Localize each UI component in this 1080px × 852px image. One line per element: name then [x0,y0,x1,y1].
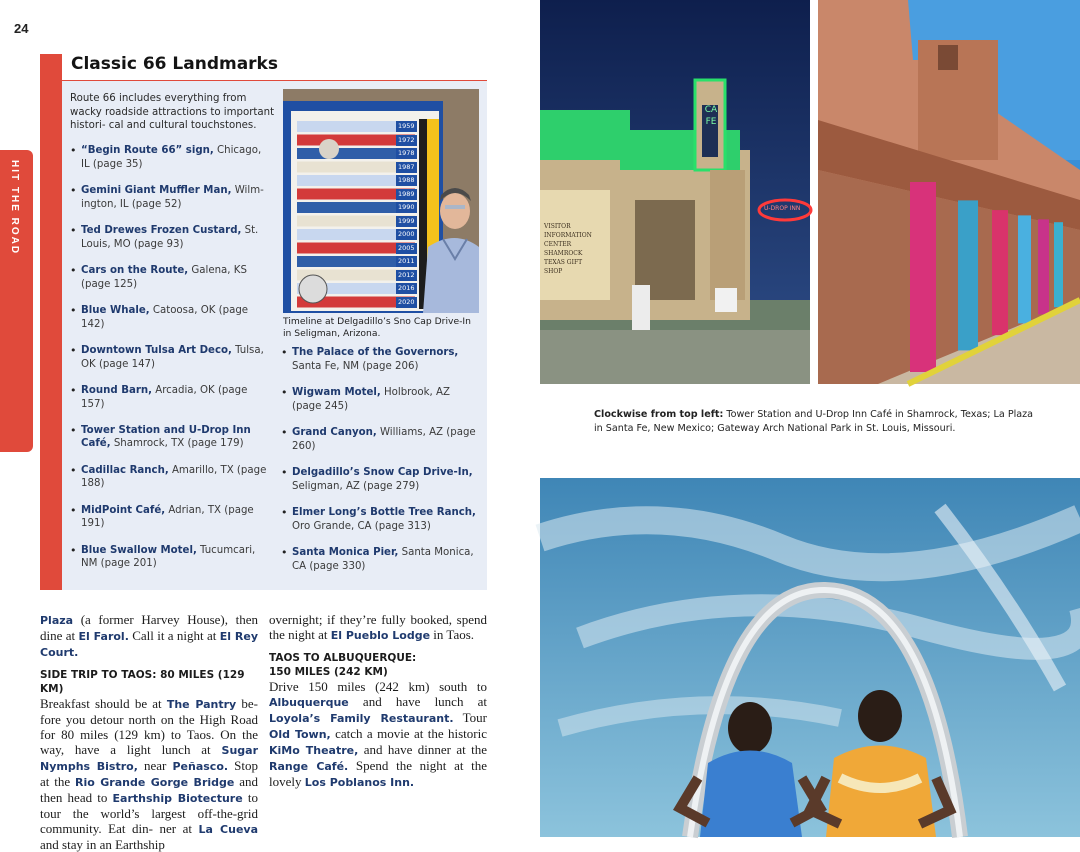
landmark-detail: Chicago, IL (page 35) [81,145,262,170]
right-paragraph-2 [269,679,487,790]
landmark-name: Cars on the Route, [81,264,189,276]
timeline-photo-art [283,89,479,313]
timeline-photo [283,89,479,313]
landmark-detail: St. Louis, MO (page 93) [81,224,259,250]
section-heading-albuquerque [269,651,487,679]
place-keyword: Range Café. [269,760,349,773]
place-keyword: Albuquerque [269,696,349,709]
timeline-year: 1987 [398,162,415,171]
section-tab [0,150,33,452]
landmark-detail: Seligman, AZ (page 279) [292,480,420,492]
body-text: overnight; if they’re fully booked, spend the night at [269,612,487,642]
landmark-name: Wigwam Motel, [292,386,381,398]
landmark-list-right [281,346,481,586]
landmark-detail: Galena, KS (page 125) [81,264,247,290]
body-text: in Taos. [430,627,475,642]
landmark-item [70,144,270,171]
body-text: and then head to [40,774,259,805]
place-keyword: Old Town, [269,728,331,741]
page-number: 24 [14,21,29,36]
landmark-item [70,344,270,371]
body-text: and have lunch at [348,694,487,709]
sidebar-accent-bar [40,54,62,590]
place-keyword: The Pantry [166,698,237,711]
landmark-detail: Tulsa, OK (page 147) [81,344,264,370]
gateway-arch-photo [540,478,1080,837]
landmark-detail: Adrian, TX (page 191) [81,504,254,530]
landmark-detail: Williams, AZ (page 260) [292,426,476,452]
body-text: Breakfast should be at [40,696,167,711]
cafe-sign-text: CAFE [704,105,718,127]
landmark-detail: Shamrock, TX (page 179) [110,438,244,450]
landmark-item [70,304,270,331]
place-keyword: El Farol. [78,630,129,643]
heading-line-2: 150 MILES (242 KM) [269,666,388,678]
gateway-arch-art [540,478,1080,837]
body-text: catch a movie at the historic [330,726,487,741]
landmark-item [281,386,481,413]
body-text: and have dinner at the [358,742,487,757]
landmark-name: “Begin Route 66” sign, [81,145,214,156]
sidebar-header [62,54,487,81]
place-keyword: Los Poblanos Inn. [304,776,415,789]
cafe-neon-text: U-DROP INN [764,205,801,212]
landmark-name: Blue Whale, [81,304,150,316]
place-keyword: Peñasco. [172,760,229,773]
landmark-detail: Santa Monica, CA (page 330) [292,546,474,572]
photo-caption [594,408,1044,436]
timeline-year: 2016 [398,284,415,292]
visitor-window-text: VISITOR INFORMATION CENTER SHAMROCK TEXAS GIFT SHOP [544,223,592,275]
painted-column [992,210,1008,335]
landmark-item [70,544,270,571]
landmark-list-left [70,144,270,584]
left-paragraph-2 [40,696,258,852]
landmark-item [70,504,270,531]
place-keyword: Loyola’s Family Restaurant. [269,712,454,725]
photo-caption-lead: Clockwise from top left: [594,409,724,420]
place-keyword: El Rey Court. [40,630,259,659]
body-text: near [137,758,173,773]
landmark-item [70,184,270,211]
body-column-left [40,612,258,852]
left-paragraph-1 [40,612,258,660]
landmark-item [70,424,270,451]
body-column-right [269,612,487,790]
body-text: be- fore you detour north on the High Road for 80 miles (129 km) to Taos. On the way, have a light lunch at [40,696,259,757]
timeline-year: 1999 [398,216,415,225]
timeline-year: 2000 [398,230,415,238]
timeline-year: 2012 [398,270,415,279]
place-keyword: Rio Grande Gorge Bridge [75,776,235,789]
body-text: Tour [453,710,487,725]
landmark-detail: Holbrook, AZ (page 245) [292,386,450,412]
place-keyword: La Cueva [198,823,258,836]
timeline-year: 1972 [398,135,415,144]
la-plaza-photo [818,0,1080,384]
body-text: Stop at the [40,758,259,789]
landmark-item [281,546,481,573]
body-text: (a former Harvey House), then dine at [40,612,258,643]
landmark-detail: Catoosa, OK (page 142) [81,304,249,330]
landmark-detail: Santa Fe, NM (page 206) [292,360,419,372]
landmark-item [70,464,270,491]
place-keyword: El Pueblo Lodge [330,629,431,642]
landmark-name: Cadillac Ranch, [81,464,169,476]
landmark-detail: Wilm- ington, IL (page 52) [81,184,264,210]
body-text: Spend the night at the lovely [269,758,488,789]
timeline-year: 1959 [398,122,415,130]
landmark-name: Round Barn, [81,384,152,396]
landmark-name: Santa Monica Pier, [292,546,399,558]
body-text: Drive 150 miles (242 km) south to [269,679,487,694]
landmark-item [281,346,481,373]
landmark-item [70,224,270,251]
section-heading-taos: SIDE TRIP TO TAOS: 80 MILES (129 KM) [40,669,245,695]
body-text: and stay in an Earthship [40,837,165,852]
landmark-item [281,466,481,493]
timeline-caption: Timeline at Delgadillo’s Sno Cap Drive-In in Seligman, Arizona. [283,316,471,339]
landmark-name: Gemini Giant Muffler Man, [81,184,232,196]
sidebar-title: Classic 66 Landmarks [71,54,278,74]
landmark-name: Downtown Tulsa Art Deco, [81,344,232,356]
photo-caption-text: Tower Station and U-Drop Inn Café in Shamrock, Texas; La Plaza in Santa Fe, New Mexico; Gateway Arch National Park in St. Louis, Missouri. [594,409,1034,434]
landmark-detail: Amarillo, TX (page 188) [81,464,267,490]
landmark-name: Blue Swallow Motel, [81,544,197,556]
la-plaza-art [818,0,1080,384]
timeline-year: 1988 [398,176,415,184]
landmark-name: Delgadillo’s Snow Cap Drive-In, [292,466,473,478]
tower-station-photo [540,0,810,384]
body-text: to tour the world’s largest off-the-grid community. Eat din- ner at [40,790,258,836]
section-tab-label: HIT THE ROAD [9,160,20,256]
landmark-name: Elmer Long’s Bottle Tree Ranch, [292,506,476,518]
painted-column [1038,219,1049,314]
landmark-detail: Tucumcari, NM (page 201) [81,544,256,570]
heading-line-1: TAOS TO ALBUQUERQUE: [269,652,417,664]
landmark-item [281,426,481,453]
landmark-item [281,506,481,533]
timeline-year: 1990 [398,203,415,211]
body-text: Call it a night at [128,628,220,643]
painted-column [1018,215,1031,323]
painted-column [958,200,978,350]
place-keyword: Earthship Biotecture [112,792,243,805]
landmark-name: Grand Canyon, [292,426,377,438]
place-keyword: Plaza [40,614,74,627]
painted-column [1054,222,1063,307]
landmark-name: Ted Drewes Frozen Custard, [81,224,242,236]
painted-column [910,182,936,372]
landmark-detail: Oro Grande, CA (page 313) [292,520,431,532]
landmark-name: MidPoint Café, [81,504,166,516]
right-paragraph-1 [269,612,487,643]
landmark-item [70,384,270,411]
landmark-name: Tower Station and U-Drop Inn Café, [81,424,251,450]
place-keyword: Sugar Nymphs Bistro, [40,744,258,773]
landmark-detail: Arcadia, OK (page 157) [81,384,248,410]
timeline-year: 2005 [398,243,415,252]
timeline-year: 2011 [398,257,415,265]
timeline-year: 1978 [398,149,415,157]
timeline-year: 2020 [398,297,415,306]
timeline-year: 1989 [398,189,415,198]
landmark-name: The Palace of the Governors, [292,347,459,358]
sidebar-intro: Route 66 includes everything from wacky roadside attractions to important histori- cal and cultural touchstones. [70,93,275,132]
place-keyword: KiMo Theatre, [269,744,359,757]
landmark-item [70,264,270,291]
